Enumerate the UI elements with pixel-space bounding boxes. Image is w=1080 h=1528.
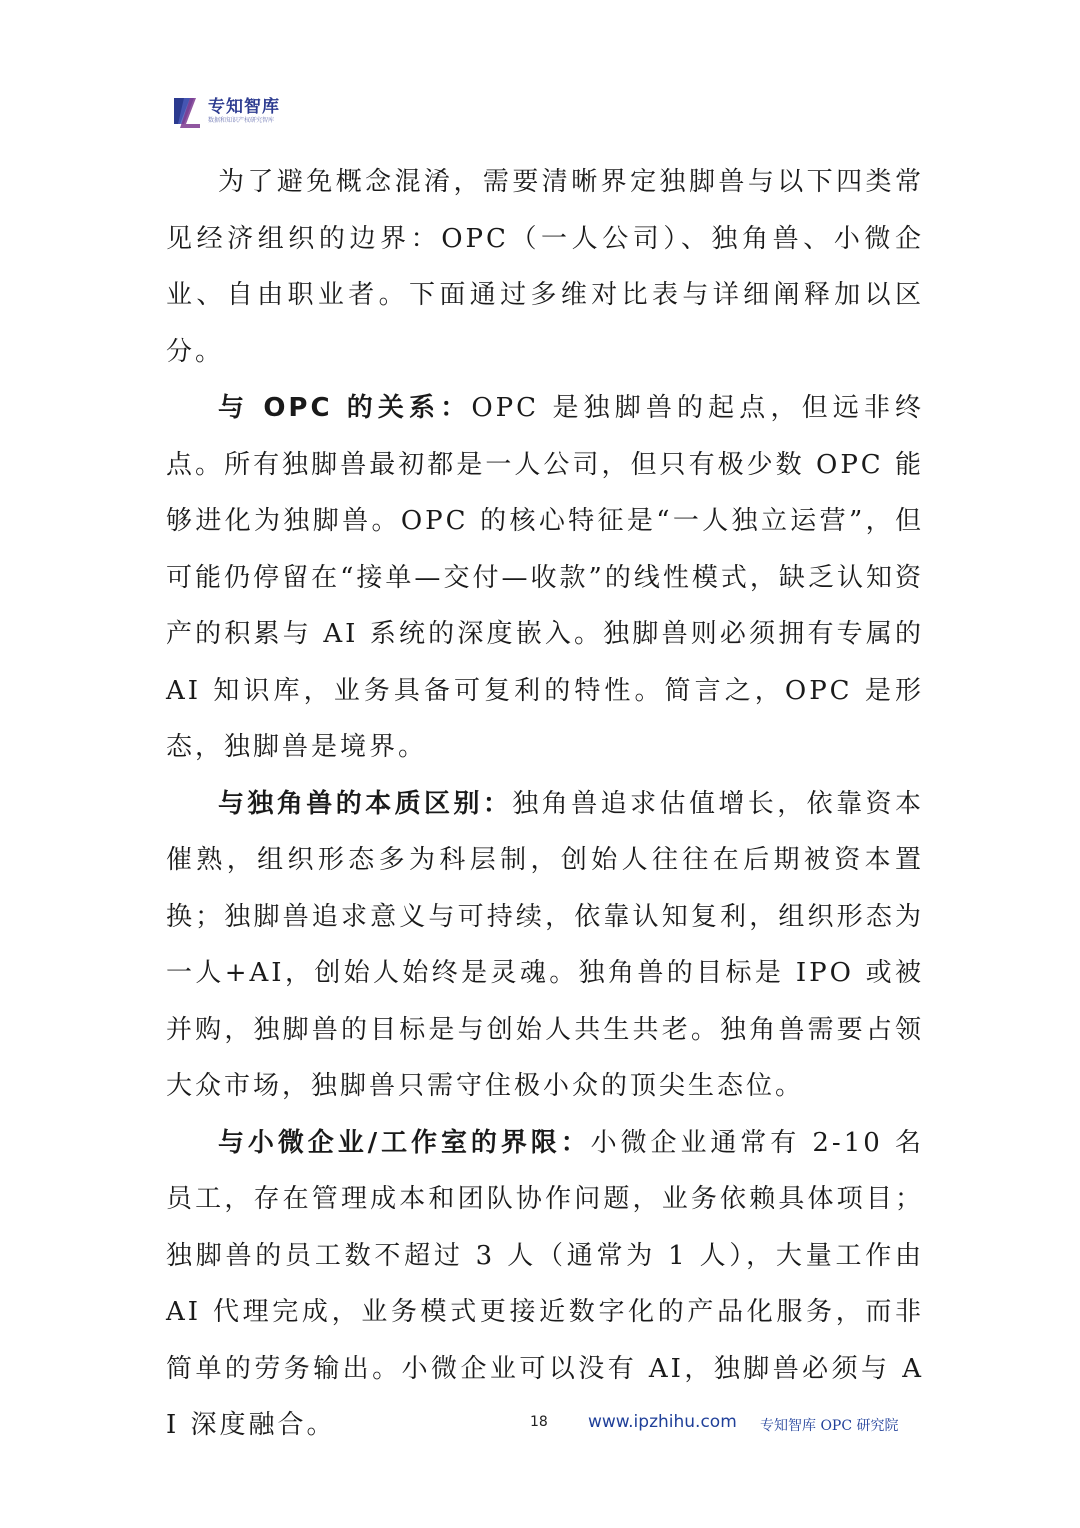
paragraph-text: OPC 是独脚兽的起点，但远非终点。所有独脚兽最初都是一人公司，但只有极少数 OPC 能够进化为独脚兽。OPC 的核心特征是“一人独立运营”，但可能仍停留在“接单—交付—收款”的线性模式，缺乏认知资产的积累与 AI 系统的深度嵌入。独脚兽则必须拥有专属的 AI 知识库，业务具备可复利的特性。简言之，OPC 是形态，独脚兽是境界。 <box>166 393 925 762</box>
logo-tagline: 数据和知识产权研究智库 <box>208 116 275 124</box>
paragraph-unicorn <box>166 776 924 1115</box>
paragraph-opc <box>166 380 924 776</box>
paragraph-lead: 与小微企业/工作室的界限： <box>218 1127 591 1158</box>
page-number: 18 <box>530 1414 548 1430</box>
logo-mark-icon <box>170 94 204 128</box>
logo-name: 专知智库 <box>208 96 280 117</box>
page-footer <box>0 1410 1080 1440</box>
document-body <box>166 154 924 1454</box>
paragraph-small-business <box>166 1115 924 1454</box>
logo <box>170 94 280 128</box>
paragraph-text: 小微企业通常有 2-10 名员工，存在管理成本和团队协作问题，业务依赖具体项目；独脚兽的员工数不超过 3 人（通常为 1 人），大量工作由 AI 代理完成，业务模式更接近数字化的产品化服务，而非简单的劳务输出。小微企业可以没有 AI，独脚兽必须与 AI 深度融合。 <box>166 1127 924 1440</box>
paragraph-lead: 与独角兽的本质区别： <box>218 788 513 819</box>
paragraph-lead: 与 OPC 的关系： <box>218 393 472 423</box>
organization-name: 专知智库 OPC 研究院 <box>760 1418 899 1434</box>
paragraph-text: 独角兽追求估值增长，依靠资本催熟，组织形态多为科层制，创始人往往在后期被资本置换；独脚兽追求意义与可持续，依靠认知复利，组织形态为一人+AI，创始人始终是灵魂。独角兽的目标是 IPO 或被并购，独脚兽的目标是与创始人共生共老。独角兽需要占领大众市场，独脚兽只需守住极小众的顶尖生态位。 <box>166 788 924 1101</box>
paragraph-text: 为了避免概念混淆，需要清晰界定独脚兽与以下四类常见经济组织的边界：OPC（一人公司）、独角兽、小微企业、自由职业者。下面通过多维对比表与详细阐释加以区分。 <box>166 167 924 367</box>
website-link[interactable]: www.ipzhihu.com <box>588 1412 737 1432</box>
paragraph-intro <box>166 154 924 380</box>
